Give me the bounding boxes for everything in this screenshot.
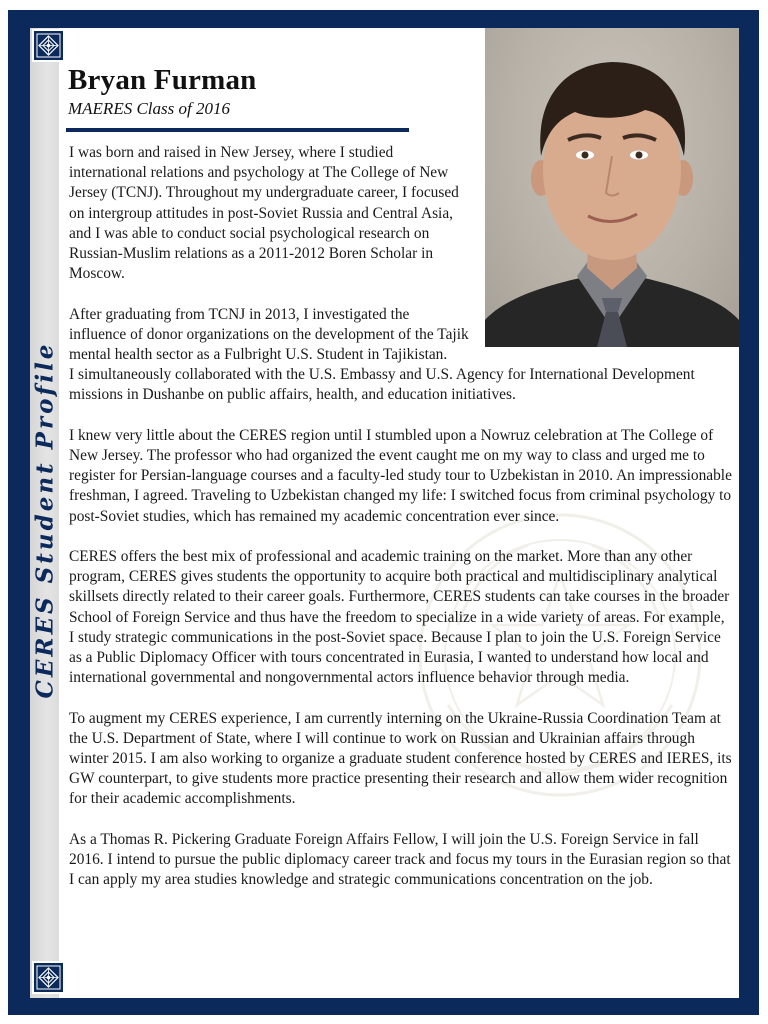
profile-subtitle: MAERES Class of 2016 (68, 99, 230, 118)
bio-paragraph: I knew very little about the CERES region until I stumbled upon a Nowruz celebration at The College of New Jersey. The professor who had organized the event caught me on my way to class and urged me to register for Persian-language courses and a faculty-led study tour to Uzbekistan in 2010. An impressionable freshman, I agreed. Traveling to Uzbekistan changed my life: I switched focus from criminal psychology to post-Soviet studies, which has remained my academic concentration ever since. (69, 426, 732, 525)
bio-paragraph: To augment my CERES experience, I am currently interning on the Ukraine-Russia Coordination Team at the U.S. Department of State, where I will continue to work on Russian and Ukrainian affairs through winter 2015. I am also working to organize a graduate student conference hosted by CERES and IERES, its GW counterpart, to give students more practice presenting their research and allow them wider recognition for their academic accomplishments. (69, 709, 732, 808)
bio-paragraph: As a Thomas R. Pickering Graduate Foreign Affairs Fellow, I will join the U.S. Foreign Service in fall 2016. I intend to pursue the public diplomacy career track and focus my tours in the Eurasian region so that I can apply my area studies knowledge and strategic communications concentration on the job. (69, 830, 731, 889)
bio-paragraph: CERES offers the best mix of professional and academic training on the market. More than any other program, CERES gives students the opportunity to acquire both practical and multidisciplinary analytical skillsets directly related to their career goals. Furthermore, CERES students can take courses in the broader School of Foreign Service and thus have the freedom to specialize in a wide variety of areas. For example, I study strategic communications in the post-Soviet space. Because I plan to join the U.S. Foreign Service as a Public Diplomacy Officer with tours concentrated in Eurasia, I wanted to understand how local and international governmental and nongovernmental actors influence behavior through media. (69, 548, 730, 687)
profile-name: Bryan Furman (68, 64, 257, 96)
bio-paragraph: I was born and raised in New Jersey, where I studied international relations and psychology at The College of New Jersey (TCNJ). Throughout my undergraduate career, I focused on intergroup attitudes in post-Soviet Russia and Central Asia, and I was able to conduct social psychological research on Russian-Muslim relations as a 2011-2012 Boren Scholar in Moscow. (69, 144, 459, 283)
bio-paragraph: I simultaneously collaborated with the U.S. Embassy and U.S. Agency for International Development missions in Dushanbe on public affairs, health, and education initiatives. (69, 366, 695, 404)
diamond-emblem-icon (32, 961, 65, 994)
bio-paragraph: After graduating from TCNJ in 2013, I investigated the influence of donor organizations on the development of the Tajik mental health sector as a Fulbright U.S. Student in Tajikistan. (69, 305, 469, 364)
vertical-section-title: CERES Student Profile (31, 341, 59, 699)
title-divider (66, 128, 409, 132)
diamond-emblem-icon (32, 29, 65, 62)
biography-text (69, 143, 733, 911)
